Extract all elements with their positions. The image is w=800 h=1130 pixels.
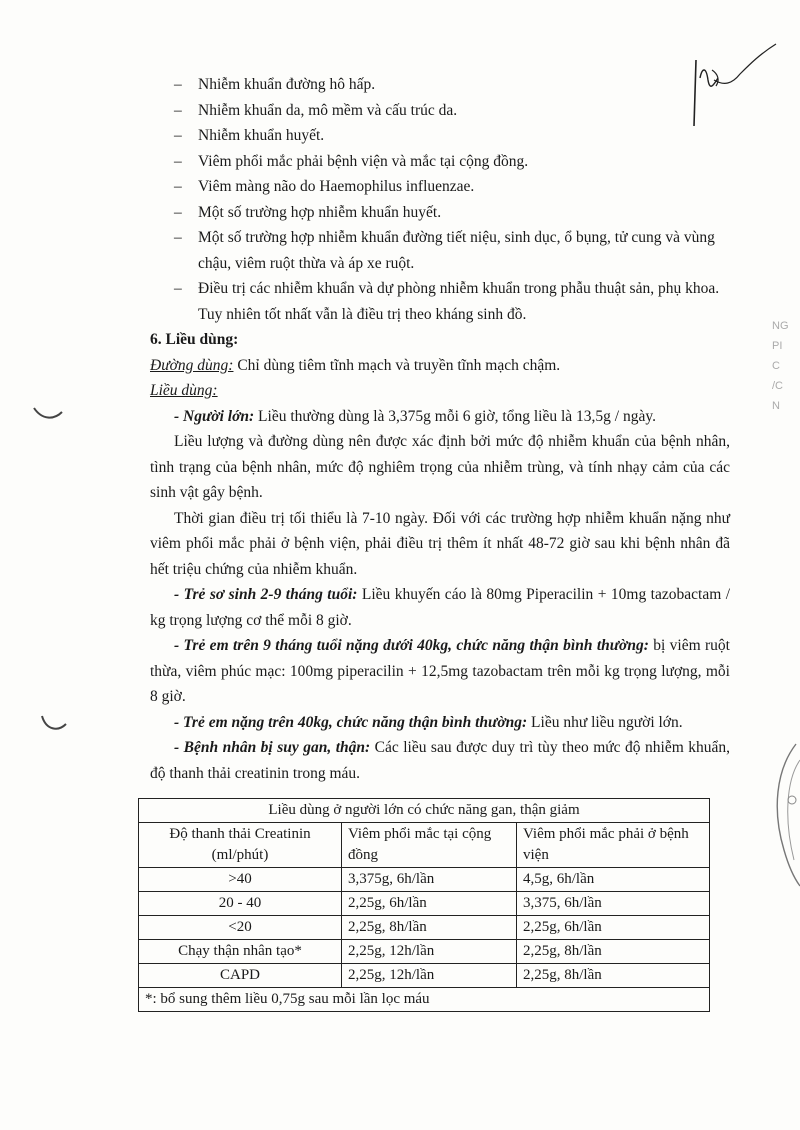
table-cell: 2,25g, 8h/lần [517, 964, 710, 988]
table-caption: Liều dùng ở người lớn có chức năng gan, thận giảm [139, 799, 710, 823]
table-cell: 2,25g, 12h/lần [342, 964, 517, 988]
stamp-fragment [766, 740, 800, 890]
list-item: – Nhiễm khuẩn đường hô hấp. [174, 76, 376, 93]
child-over-40kg-dose: - Trẻ em nặng trên 40kg, chức năng thận bình thường: Liều như liều người lớn. [174, 713, 683, 731]
list-item: – Một số trường hợp nhiễm khuẩn đường tiết niệu, sinh dục, ổ bụng, tử cung và vùng chậu, viêm ruột thừa và áp xe ruột. [174, 229, 715, 272]
table-caption-row [139, 799, 710, 823]
table-cell: >40 [139, 868, 342, 892]
table-cell: 2,25g, 6h/lần [342, 892, 517, 916]
list-item: – Nhiễm khuẩn da, mô mềm và cấu trúc da. [174, 101, 458, 119]
table-footnote: *: bổ sung thêm liều 0,75g sau mỗi lần lọc máu [139, 988, 710, 1012]
scan-mark [36, 712, 72, 736]
dosage-table [138, 798, 710, 1012]
section-title: 6. Liều dùng: [150, 331, 239, 348]
scan-mark [30, 404, 66, 424]
document-body [150, 72, 730, 786]
treatment-duration: Thời gian điều trị tối thiểu là 7-10 ngày. Đối với các trường hợp nhiễm khuẩn nặng như viêm phổi mắc phải ở bệnh viện, phải điều trị thêm ít nhất 48-72 giờ sau khi bệnh nhân đã hết triệu chứng của nhiễm khuẩn. [150, 509, 730, 578]
list-item: – Viêm màng não do Haemophilus influenzae. [174, 178, 475, 195]
dosage-label: Liều dùng: [150, 382, 218, 399]
table-header: Độ thanh thải Creatinin (ml/phút) [139, 823, 342, 868]
list-item: – Nhiễm khuẩn huyết. [174, 127, 325, 144]
table-row [139, 916, 710, 940]
table-header: Viêm phổi mắc tại cộng đồng [342, 823, 517, 868]
table-header: Viêm phổi mắc phải ở bệnh viện [517, 823, 710, 868]
neonate-dose: - Trẻ sơ sinh 2-9 tháng tuổi: Liều khuyến cáo là 80mg Piperacilin + 10mg tazobactam / kg trọng lượng cơ thể mỗi 8 giờ. [150, 586, 731, 629]
adult-dose: - Người lớn: Liều thường dùng là 3,375g mỗi 6 giờ, tổng liều là 13,5g / ngày. [174, 407, 656, 425]
table-cell: 2,25g, 8h/lần [517, 940, 710, 964]
table-cell: 2,25g, 6h/lần [517, 916, 710, 940]
table-cell: 2,25g, 8h/lần [342, 916, 517, 940]
table-cell: 3,375g, 6h/lần [342, 868, 517, 892]
table-cell: 3,375, 6h/lần [517, 892, 710, 916]
route-line: Đường dùng: Chỉ dùng tiêm tĩnh mạch và truyền tĩnh mạch chậm. [150, 356, 561, 374]
table-row [139, 892, 710, 916]
table-cell: CAPD [139, 964, 342, 988]
table-cell: 4,5g, 6h/lần [517, 868, 710, 892]
table-header-row [139, 823, 710, 868]
antibiogram-note: Tuy nhiên tốt nhất vẫn là điều trị theo kháng sinh đồ. [198, 305, 527, 323]
table-row [139, 964, 710, 988]
adult-dose-detail: Liều lượng và đường dùng nên được xác định bởi mức độ nhiễm khuẩn của bệnh nhân, tình trạng của bệnh nhân, mức độ nghiêm trọng của nhiễm trùng, và tính nhạy cảm của các sinh vật gây bệnh. [150, 433, 730, 501]
table-row [139, 940, 710, 964]
table-cell: <20 [139, 916, 342, 940]
table-cell: Chạy thận nhân tạo* [139, 940, 342, 964]
list-item: – Điều trị các nhiễm khuẩn và dự phòng nhiễm khuẩn trong phẫu thuật sản, phụ khoa. [174, 280, 720, 297]
edge-bleed-text: NG PI C /C N [772, 320, 789, 412]
table-cell: 2,25g, 12h/lần [342, 940, 517, 964]
list-item: – Một số trường hợp nhiễm khuẩn huyết. [174, 203, 442, 221]
renal-impairment-dose: - Bệnh nhân bị suy gan, thận: Các liều sau được duy trì tùy theo mức độ nhiễm khuẩn, độ thanh thải creatinin trong máu. [150, 739, 730, 782]
table-cell: 20 - 40 [139, 892, 342, 916]
table-row [139, 868, 710, 892]
list-item: – Viêm phổi mắc phải bệnh viện và mắc tại cộng đồng. [174, 152, 529, 170]
table-footnote-row [139, 988, 710, 1012]
child-under-40kg-dose: - Trẻ em trên 9 tháng tuổi nặng dưới 40kg, chức năng thận bình thường: bị viêm ruột thừa, viêm phúc mạc: 100mg piperacilin + 12,5mg tazobactam trên mỗi kg trọng lượng, mỗi 8 giờ. [150, 637, 730, 705]
